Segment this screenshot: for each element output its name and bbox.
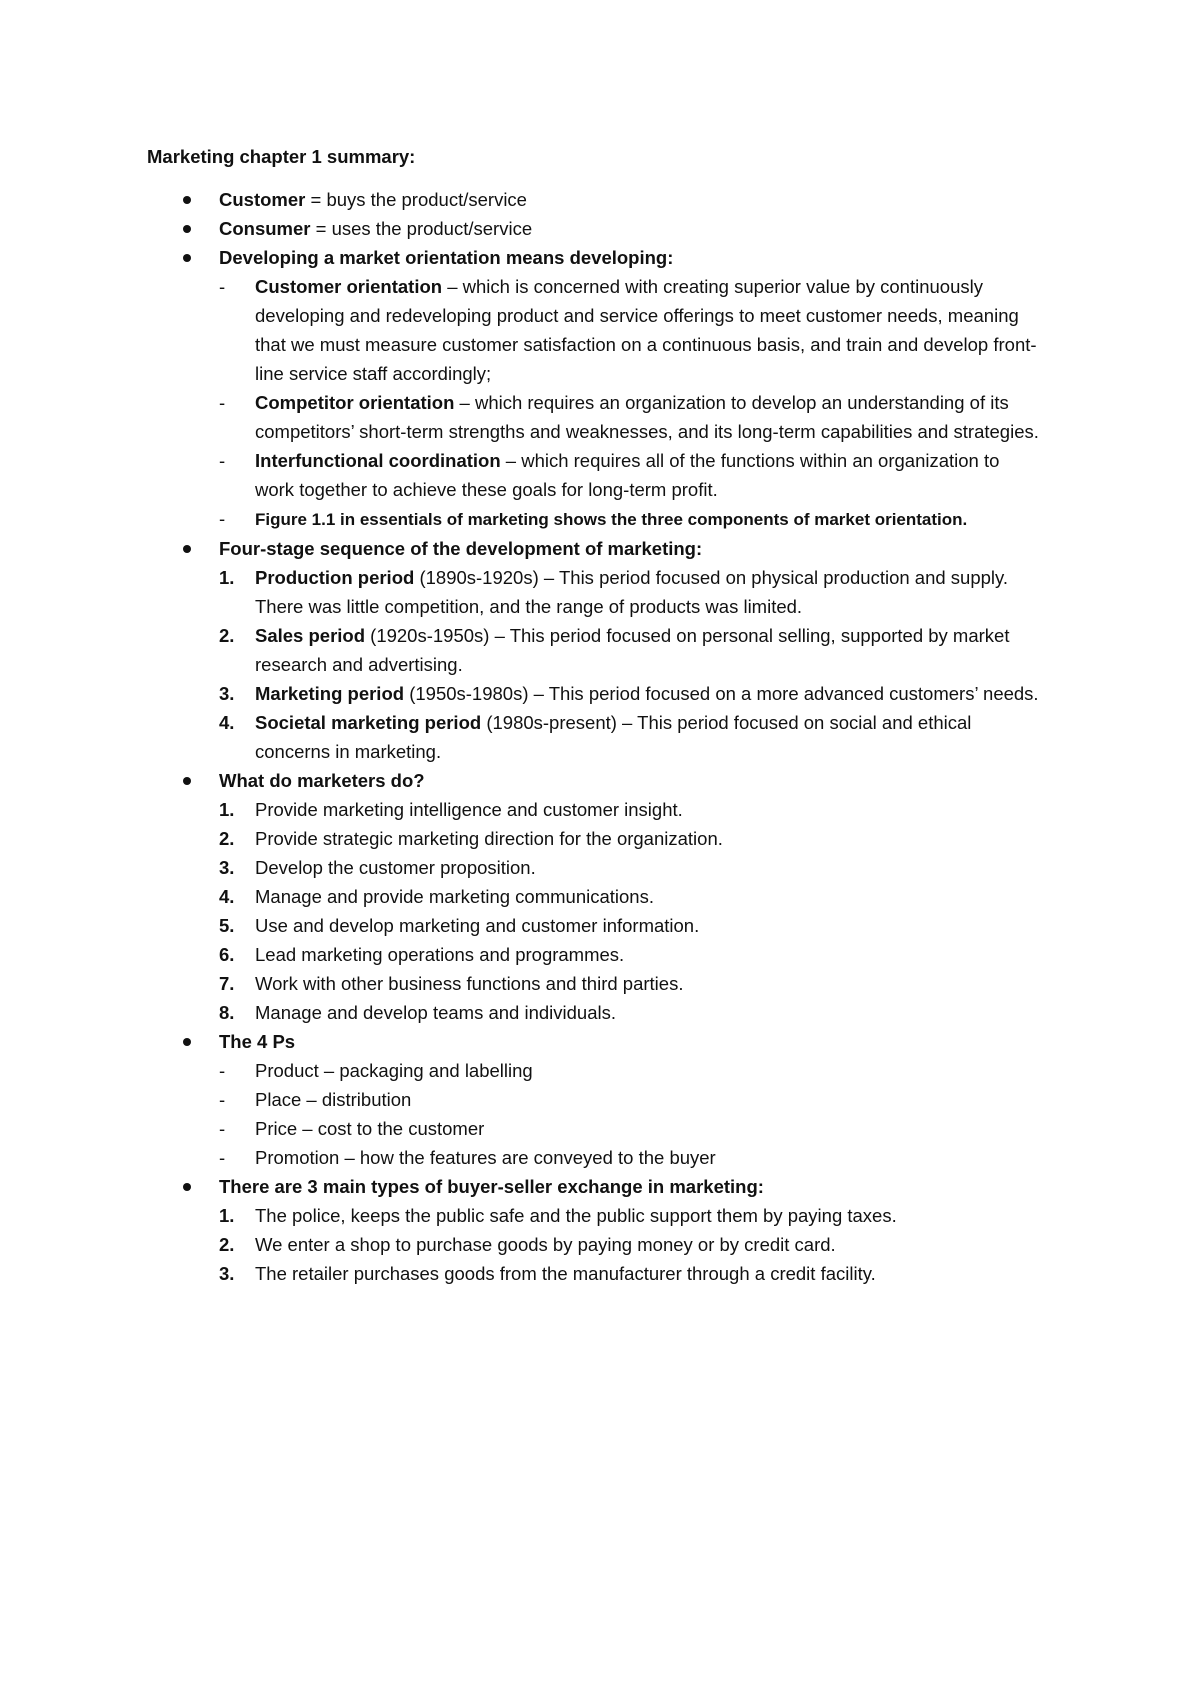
item-text: Product – packaging and labelling xyxy=(255,1060,533,1081)
section-heading: There are 3 main types of buyer-seller exchange in marketing: xyxy=(219,1176,764,1197)
item-term: Interfunctional coordination xyxy=(255,450,501,471)
item-text: Use and develop marketing and customer information. xyxy=(255,915,700,936)
list-item-customer xyxy=(147,185,1040,214)
dash-marker: - xyxy=(219,1089,226,1110)
item-text: We enter a shop to purchase goods by paying money or by credit card. xyxy=(255,1234,836,1255)
bullet-icon xyxy=(183,1038,191,1046)
bullet-icon xyxy=(183,1183,191,1191)
item-number: 4. xyxy=(219,886,235,907)
orientation-sublist xyxy=(219,272,1040,534)
item-number: 4. xyxy=(219,712,235,733)
section-heading: Four-stage sequence of the development of marketing: xyxy=(219,538,703,559)
section-heading: What do marketers do? xyxy=(219,770,425,791)
sublist-item xyxy=(219,446,1040,504)
item-term: Societal marketing period xyxy=(255,712,482,733)
sublist-item xyxy=(219,1143,1040,1172)
customer-term: Customer xyxy=(219,189,306,210)
list-item xyxy=(219,940,1040,969)
item-number: 3. xyxy=(219,857,235,878)
list-item xyxy=(219,708,1040,766)
item-number: 7. xyxy=(219,973,235,994)
summary-list xyxy=(147,185,1040,1288)
sublist-item xyxy=(219,1085,1040,1114)
list-item xyxy=(219,911,1040,940)
list-item xyxy=(219,853,1040,882)
list-item xyxy=(219,621,1040,679)
list-item-consumer xyxy=(147,214,1040,243)
list-item xyxy=(219,795,1040,824)
list-item xyxy=(219,969,1040,998)
item-text: Provide strategic marketing direction for the organization. xyxy=(255,828,723,849)
item-text: Price – cost to the customer xyxy=(255,1118,485,1139)
item-number: 6. xyxy=(219,944,235,965)
sublist-item xyxy=(219,388,1040,446)
dash-marker: - xyxy=(219,1118,226,1139)
item-years: (1950s-1980s) xyxy=(404,683,529,704)
marketers-list xyxy=(219,795,1040,1027)
item-number: 2. xyxy=(219,1234,235,1255)
item-term: Production period xyxy=(255,567,415,588)
stages-list xyxy=(219,563,1040,766)
list-item xyxy=(219,1201,1040,1230)
item-term: Marketing period xyxy=(255,683,405,704)
dash-marker: - xyxy=(219,508,226,529)
dash-marker: - xyxy=(219,1147,226,1168)
item-text: – This period focused on a more advanced customers’ needs. xyxy=(528,683,1039,704)
dash-marker: - xyxy=(219,450,226,471)
list-item xyxy=(219,1230,1040,1259)
item-text: The retailer purchases goods from the manufacturer through a credit facility. xyxy=(255,1263,876,1284)
bullet-icon xyxy=(183,545,191,553)
item-number: 3. xyxy=(219,683,235,704)
exchange-list xyxy=(219,1201,1040,1288)
four-ps-list xyxy=(219,1056,1040,1172)
item-number: 1. xyxy=(219,567,235,588)
list-item xyxy=(219,998,1040,1027)
consumer-definition: = uses the product/service xyxy=(310,218,533,239)
item-text: Lead marketing operations and programmes. xyxy=(255,944,625,965)
item-number: 2. xyxy=(219,828,235,849)
item-text: – This period focused on physical production and supply. There was little competition, and the range of products was limited. xyxy=(255,567,1009,617)
item-number: 8. xyxy=(219,1002,235,1023)
item-number: 1. xyxy=(219,799,235,820)
sublist-item xyxy=(219,272,1040,388)
item-text: Manage and provide marketing communications. xyxy=(255,886,654,907)
item-text: – This period focused on social and ethical concerns in marketing. xyxy=(255,712,972,762)
bullet-icon xyxy=(183,254,191,262)
list-item xyxy=(219,882,1040,911)
sublist-item xyxy=(219,1114,1040,1143)
list-item-four-stage xyxy=(147,534,1040,766)
list-item xyxy=(219,679,1040,708)
list-item xyxy=(219,563,1040,621)
list-item-market-orientation xyxy=(147,243,1040,534)
list-item-exchange xyxy=(147,1172,1040,1288)
item-text: – which requires all of the functions within an organization to work together to achieve these goals for long-term profit. xyxy=(255,450,1000,500)
dash-marker: - xyxy=(219,1060,226,1081)
list-item-marketers xyxy=(147,766,1040,1027)
item-text: Promotion – how the features are conveyed to the buyer xyxy=(255,1147,716,1168)
bullet-icon xyxy=(183,225,191,233)
item-text: – This period focused on personal selling, supported by market research and advertising. xyxy=(255,625,1010,675)
sublist-item xyxy=(219,1056,1040,1085)
item-years: (1890s-1920s) xyxy=(414,567,539,588)
item-text: Place – distribution xyxy=(255,1089,412,1110)
item-text: Develop the customer proposition. xyxy=(255,857,536,878)
section-heading: The 4 Ps xyxy=(219,1031,296,1052)
page-title: Marketing chapter 1 summary: xyxy=(147,146,416,167)
item-years: (1980s-present) xyxy=(481,712,617,733)
bullet-icon xyxy=(183,777,191,785)
item-text: The police, keeps the public safe and the public support them by paying taxes. xyxy=(255,1205,897,1226)
bullet-icon xyxy=(183,196,191,204)
list-item xyxy=(219,824,1040,853)
item-text: Work with other business functions and third parties. xyxy=(255,973,684,994)
dash-marker: - xyxy=(219,276,226,297)
item-term: Sales period xyxy=(255,625,366,646)
item-text: Manage and develop teams and individuals. xyxy=(255,1002,616,1023)
item-term: Customer orientation xyxy=(255,276,443,297)
item-number: 5. xyxy=(219,915,235,936)
customer-definition: = buys the product/service xyxy=(305,189,527,210)
consumer-term: Consumer xyxy=(219,218,311,239)
list-item-four-ps xyxy=(147,1027,1040,1172)
section-heading: Developing a market orientation means developing: xyxy=(219,247,674,268)
item-text: – which is concerned with creating superior value by continuously developing and redeveloping product and service offerings to meet customer needs, meaning that we must measure customer satisfaction on a continuous basis, and train and develop front-line service staff accordingly; xyxy=(255,276,1037,384)
item-number: 1. xyxy=(219,1205,235,1226)
item-number: 2. xyxy=(219,625,235,646)
item-text: Provide marketing intelligence and customer insight. xyxy=(255,799,683,820)
list-item xyxy=(219,1259,1040,1288)
item-term: Competitor orientation xyxy=(255,392,455,413)
item-text: – which requires an organization to develop an understanding of its competitors’ short-term strengths and weaknesses, and its long-term capabilities and strategies. xyxy=(255,392,1039,442)
item-number: 3. xyxy=(219,1263,235,1284)
figure-note: Figure 1.1 in essentials of marketing shows the three components of market orientation. xyxy=(255,510,968,529)
item-years: (1920s-1950s) xyxy=(365,625,490,646)
dash-marker: - xyxy=(219,392,226,413)
sublist-item xyxy=(219,504,1040,534)
